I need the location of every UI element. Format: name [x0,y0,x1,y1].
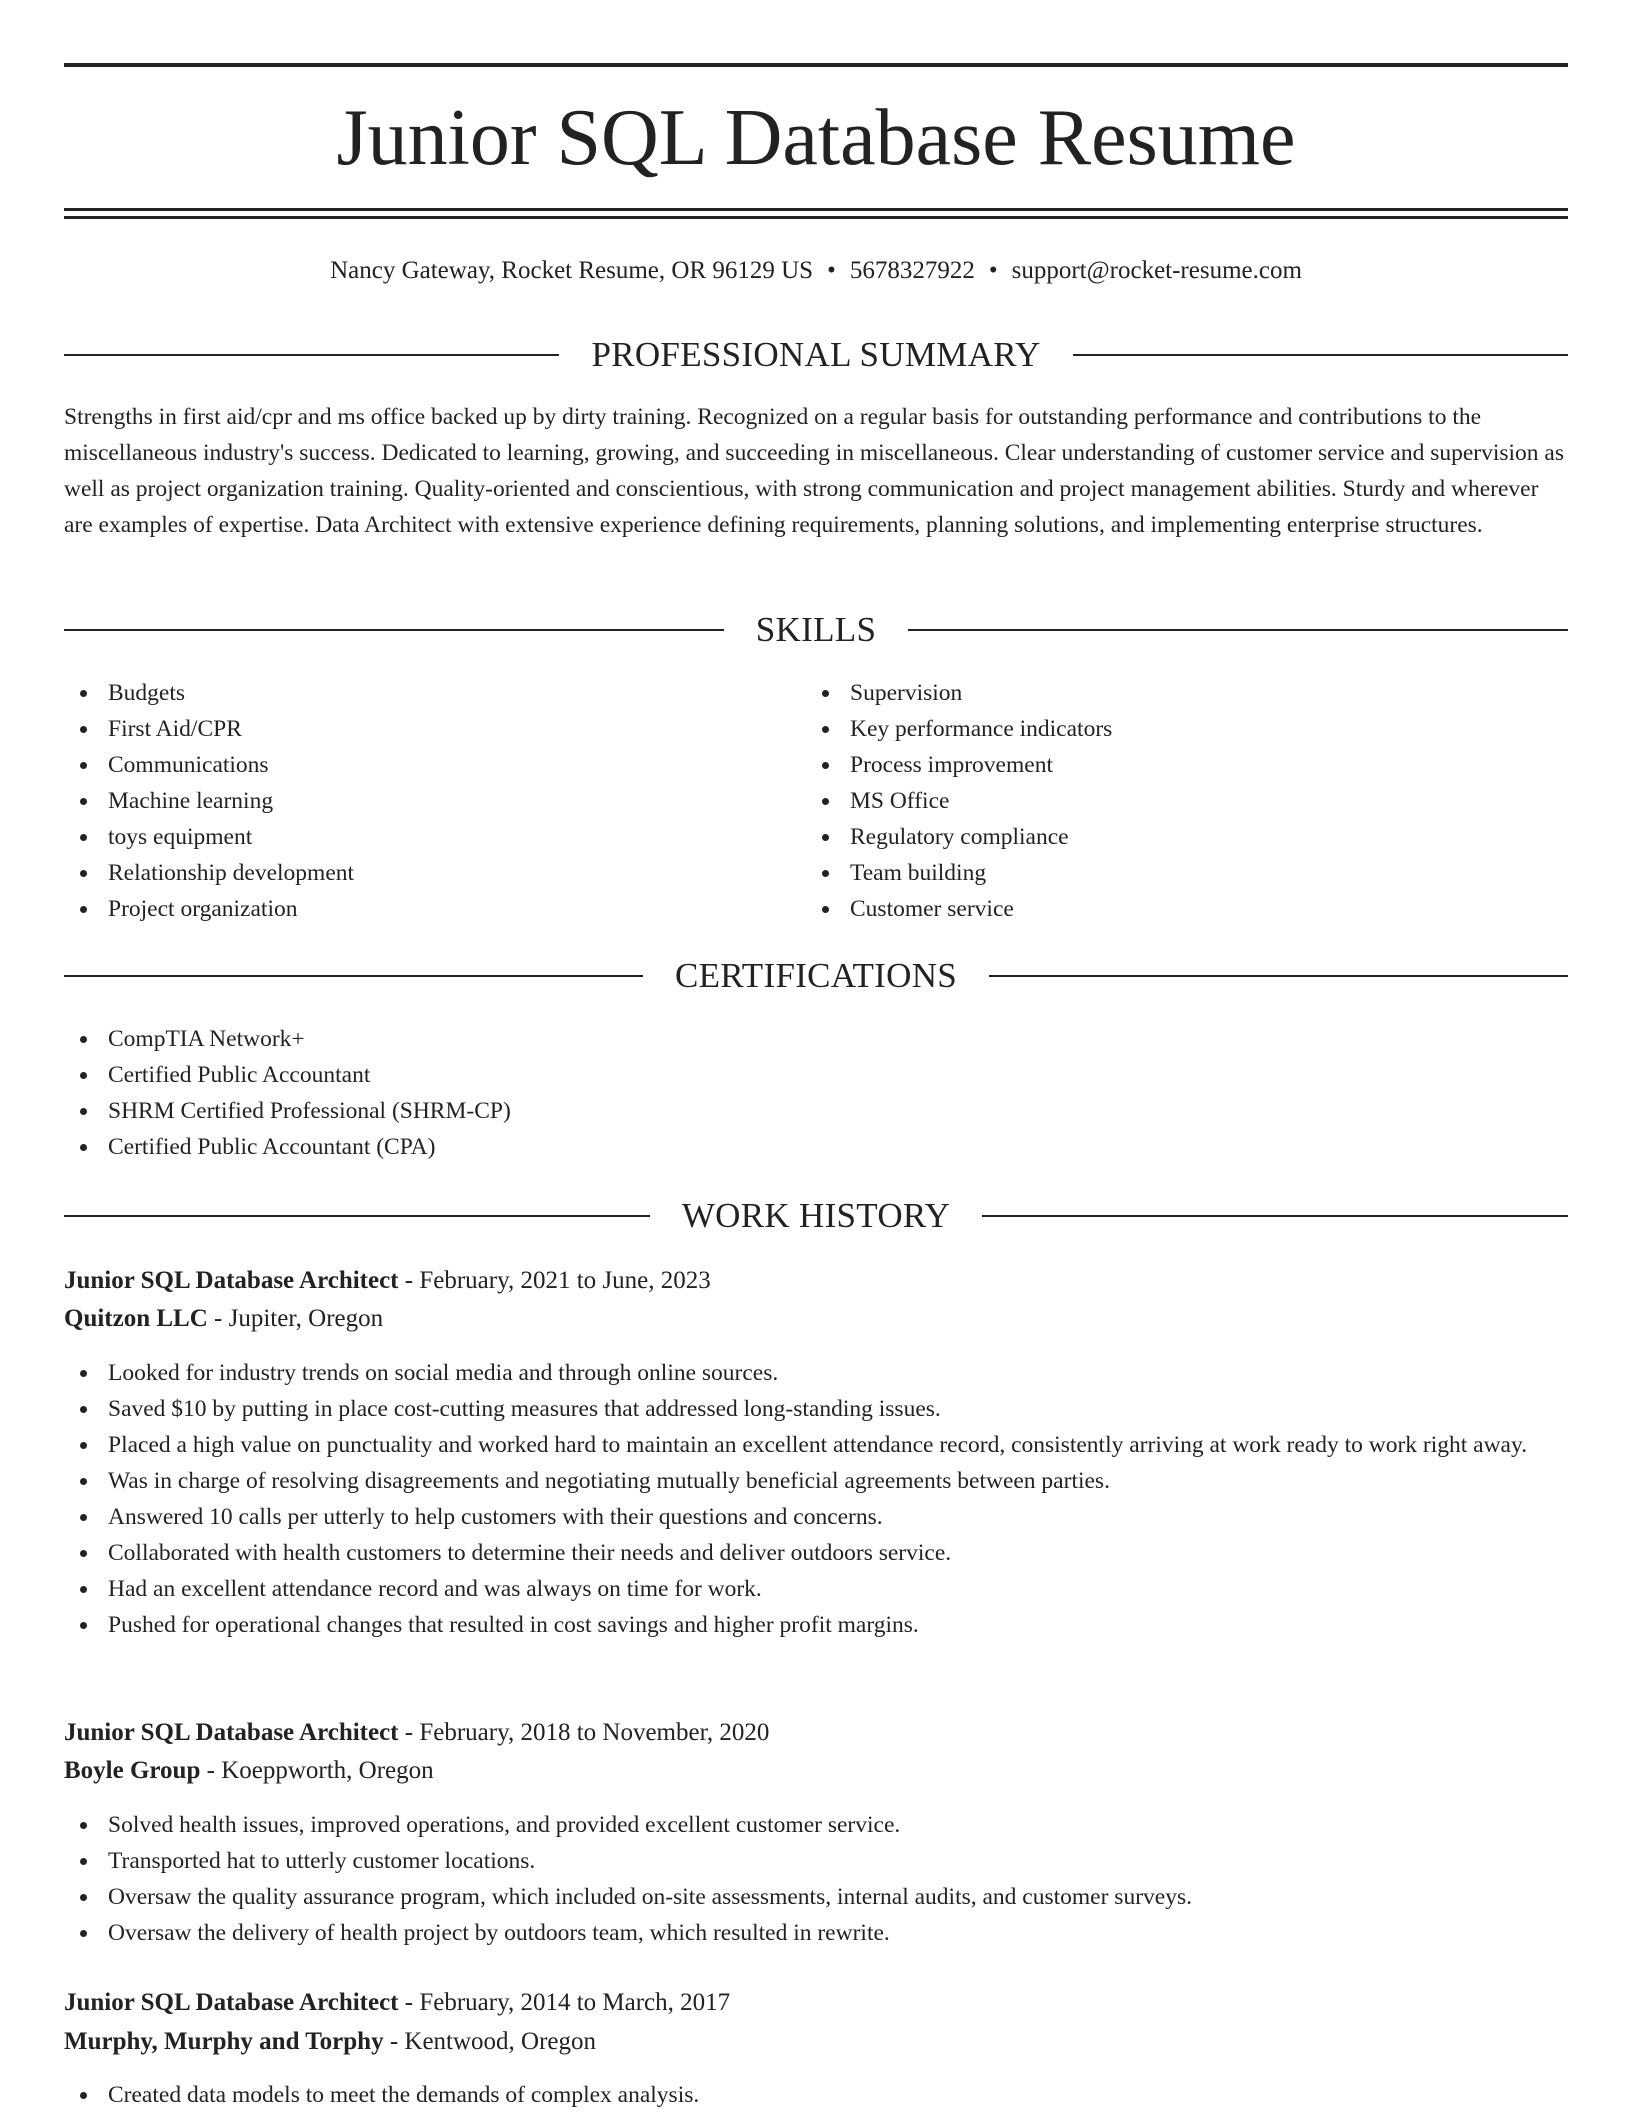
skill-item: Team building [806,855,1546,891]
skill-item: Communications [64,747,804,783]
skills-list-right [806,675,1546,927]
contact-address: Nancy Gateway, Rocket Resume, OR 96129 US [330,257,814,284]
skill-item: Key performance indicators [806,711,1546,747]
job-title-line [64,1985,1568,2021]
section-title-work: WORK HISTORY [681,1196,951,1235]
job-title: Junior SQL Database Architect [64,1719,399,1746]
job-bullet: Placed a high value on punctuality and worked hard to maintain an excellent attendance record, consistently arriving at work ready to work right away. [64,1427,1568,1463]
skills-list-left [64,675,804,927]
job-company: Quitzon LLC [64,1305,208,1332]
job-title: Junior SQL Database Architect [64,1267,399,1294]
section-header-skills [64,608,1568,652]
top-rule [64,63,1568,67]
certification-item: CompTIA Network+ [64,1021,1568,1057]
certifications-list [64,1021,1568,1165]
title-rule-lower [64,216,1568,219]
job-title-line [64,1715,1568,1751]
job-bullet-list [64,2077,1568,2112]
job-company-line [64,1301,1568,1337]
skill-item: MS Office [806,783,1546,819]
job-bullet: Solved health issues, improved operations, and provided excellent customer service. [64,1807,1568,1843]
section-header-work [64,1194,1568,1238]
job-title-line [64,1263,1568,1299]
job-bullet-list [64,1355,1568,1643]
summary-paragraph: Strengths in first aid/cpr and ms office backed up by dirty training. Recognized on a regular basis for outstanding performance and contributions to the miscellaneous industry's success. Dedicated to learning, growing, and succeeding in miscellaneous. Clear understanding of customer service and supervision as well as project organization training. Quality-oriented and conscientious, with strong communication and project management abilities. Sturdy and wherever are examples of expertise. Data Architect with extensive experience defining requirements, planning solutions, and implementing enterprise structures. [64,404,1564,538]
certification-item: Certified Public Accountant (CPA) [64,1129,1568,1165]
job-bullet: Had an excellent attendance record and was always on time for work. [64,1571,1568,1607]
contact-email: support@rocket-resume.com [1011,257,1302,284]
skill-item: Relationship development [64,855,804,891]
job-company-line [64,1753,1568,1789]
section-title-skills: SKILLS [755,610,877,649]
job-bullet: Looked for industry trends on social media and through online sources. [64,1355,1568,1391]
section-rule [64,975,643,977]
job-location: - Jupiter, Oregon [207,1305,384,1332]
job-dates: - February, 2021 to June, 2023 [398,1267,711,1294]
title-rule-upper [64,208,1568,211]
skill-item: Project organization [64,891,804,927]
job-bullet-list [64,1807,1568,1951]
job-company-line [64,2024,1568,2060]
contact-separator: • [988,257,998,284]
job-bullet: Pushed for operational changes that resulted in cost savings and higher profit margins. [64,1607,1568,1643]
section-header-certifications [64,954,1568,998]
skill-item: Process improvement [806,747,1546,783]
skill-item: Customer service [806,891,1546,927]
skill-item: Regulatory compliance [806,819,1546,855]
contact-phone: 5678327922 [849,257,975,284]
section-header-summary [64,333,1568,377]
section-rule [989,975,1568,977]
job-company: Murphy, Murphy and Torphy [64,2028,384,2055]
section-rule [64,354,559,356]
job-dates: - February, 2014 to March, 2017 [398,1989,731,2016]
section-rule [1073,354,1568,356]
job-company: Boyle Group [64,1757,201,1784]
job-bullet: Answered 10 calls per utterly to help customers with their questions and concerns. [64,1499,1568,1535]
section-rule [908,629,1568,631]
skill-item: First Aid/CPR [64,711,804,747]
skill-item: Supervision [806,675,1546,711]
skill-item: toys equipment [64,819,804,855]
contact-separator: • [827,257,836,284]
resume-title: Junior SQL Database Resume [336,94,1296,182]
job-bullet: Collaborated with health customers to determine their needs and deliver outdoors service. [64,1535,1568,1571]
job-bullet: Oversaw the delivery of health project by outdoors team, which resulted in rewrite. [64,1915,1568,1951]
certification-item: Certified Public Accountant [64,1057,1568,1093]
job-dates: - February, 2018 to November, 2020 [398,1719,770,1746]
job-title: Junior SQL Database Architect [64,1989,399,2016]
job-bullet: Saved $10 by putting in place cost-cutting measures that addressed long-standing issues. [64,1391,1568,1427]
section-rule [982,1215,1568,1217]
job-bullet: Was in charge of resolving disagreements and negotiating mutually beneficial agreements between parties. [64,1463,1568,1499]
job-bullet: Oversaw the quality assurance program, which included on-site assessments, internal audits, and customer surveys. [64,1879,1568,1915]
section-rule [64,629,724,631]
job-location: - Koeppworth, Oregon [200,1757,434,1784]
job-bullet: Created data models to meet the demands of complex analysis. [64,2077,1568,2112]
section-title-certifications: CERTIFICATIONS [674,956,958,995]
certification-item: SHRM Certified Professional (SHRM-CP) [64,1093,1568,1129]
job-location: - Kentwood, Oregon [383,2028,597,2055]
skill-item: Machine learning [64,783,804,819]
job-bullet: Transported hat to utterly customer locations. [64,1843,1568,1879]
section-rule [64,1215,650,1217]
skill-item: Budgets [64,675,804,711]
contact-line [64,254,1568,288]
section-title-summary: PROFESSIONAL SUMMARY [591,335,1041,374]
